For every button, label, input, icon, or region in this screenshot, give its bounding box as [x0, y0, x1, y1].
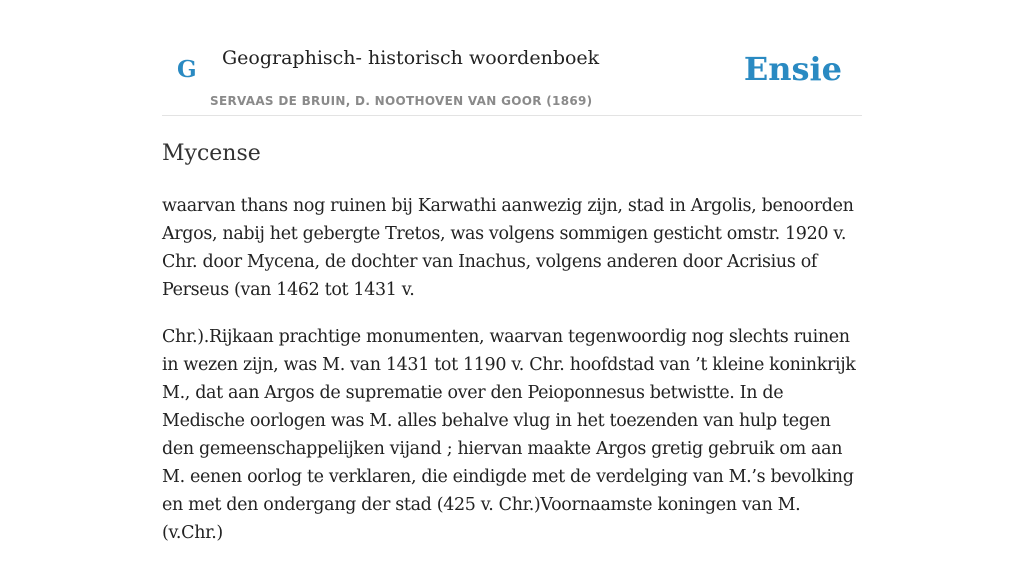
book-initial-icon[interactable]: G: [177, 56, 197, 83]
entry-content: [162, 192, 862, 566]
entry-paragraph: waarvan thans nog ruinen bij Karwathi aanwezig zijn, stad in Argolis, benoorden Argos, nabij het gebergte Tretos, was volgens sommigen gesticht omstr. 1920 v. Chr. door Mycena, de dochter van Inachus, volgens anderen door Acrisius of Perseus (van 1462 tot 1431 v.: [162, 196, 854, 300]
book-author: SERVAAS DE BRUIN, D. NOOTHOVEN VAN GOOR (1869): [210, 94, 593, 108]
entry-title: Mycense: [162, 141, 261, 166]
book-header: [162, 0, 862, 116]
entry-paragraph: Chr.).Rijkaan prachtige monumenten, waarvan tegenwoordig nog slechts ruinen in wezen zijn, was M. van 1431 tot 1190 v. Chr. hoofdstad van ’t kleine koninkrijk M., dat aan Argos de suprematie over den Peioponnesus betwistte. In de Medische oorlogen was M. alles behalve vlug in het toezenden van hulp tegen den gemeenschappelijken vijand ; hiervan maakte Argos gretig gebruik om aan M. eenen oorlog te verklaren, die eindigde met de verdelging van M.’s bevolking en met den ondergang der stad (425 v. Chr.)Voornaamste koningen van M. (v.Chr.): [162, 327, 856, 543]
book-title-link[interactable]: Geographisch- historisch woordenboek: [222, 47, 600, 69]
ensie-logo-link[interactable]: Ensie: [743, 50, 842, 88]
